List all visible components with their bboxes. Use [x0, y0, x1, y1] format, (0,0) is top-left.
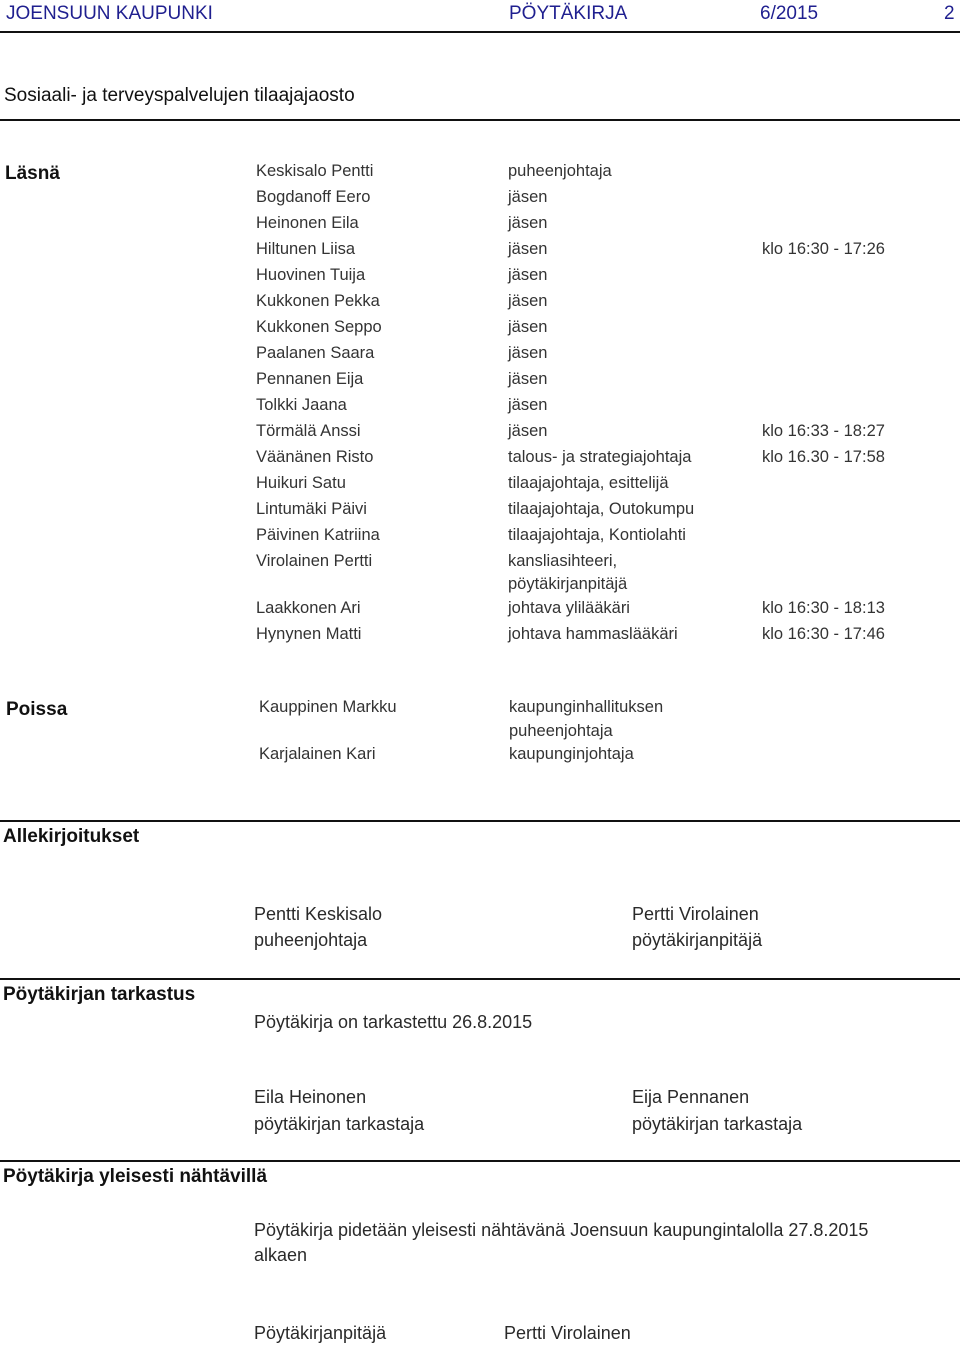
section-rule: [0, 119, 960, 121]
signatures-label: Allekirjoitukset: [3, 826, 140, 847]
attendee-name: Laakkonen Ari: [256, 599, 361, 617]
attendee-name: Päivinen Katriina: [256, 526, 380, 544]
public-text-line1: Pöytäkirja pidetään yleisesti nähtävänä Joensuun kaupungintalolla 27.8.2015: [254, 1220, 869, 1240]
absent-role: puheenjohtaja: [509, 722, 613, 740]
header-number: 6/2015: [760, 3, 819, 24]
absent-name: Kauppinen Markku: [259, 698, 397, 716]
attendee-role: jäsen: [508, 396, 548, 414]
attendee-role: talous- ja strategiajohtaja: [508, 448, 692, 466]
attendee-role: kansliasihteeri,: [508, 552, 618, 570]
absent-name: Karjalainen Kari: [259, 745, 376, 763]
attendee-name: Hynynen Matti: [256, 625, 362, 643]
header-page-number: 2: [944, 3, 955, 24]
attendee-row: [0, 474, 960, 500]
attendee-role: pöytäkirjanpitäjä: [508, 575, 628, 593]
public-rule: [0, 1160, 960, 1162]
attendee-role: johtava ylilääkäri: [508, 599, 630, 617]
attendee-name: Kukkonen Seppo: [256, 318, 382, 336]
attendee-time: klo 16:30 - 18:13: [762, 599, 885, 617]
committee-title: Sosiaali- ja terveyspalvelujen tilaajajaosto: [4, 85, 355, 106]
attendee-name: Bogdanoff Eero: [256, 188, 371, 206]
attendee-name: Väänänen Risto: [256, 448, 374, 466]
review-statement: Pöytäkirja on tarkastettu 26.8.2015: [254, 1012, 533, 1032]
attendee-row: [0, 292, 960, 318]
attendee-name: Pennanen Eija: [256, 370, 364, 388]
attendee-row: [0, 396, 960, 422]
attendee-name: Heinonen Eila: [256, 214, 359, 232]
secretary-name: Pertti Virolainen: [632, 904, 759, 924]
attendee-row: [0, 599, 960, 625]
review-label: Pöytäkirjan tarkastus: [3, 984, 196, 1005]
attendee-row: [0, 625, 960, 651]
public-text-line2: alkaen: [254, 1245, 308, 1265]
attendee-role: jäsen: [508, 266, 548, 284]
absent-row: [0, 745, 960, 771]
attendee-name: Törmälä Anssi: [256, 422, 361, 440]
absent-role: kaupunginjohtaja: [509, 745, 634, 763]
attendee-row: [0, 370, 960, 396]
keeper-label: Pöytäkirjanpitäjä: [254, 1323, 387, 1343]
attendee-row: [0, 500, 960, 526]
absent-label: Poissa: [6, 699, 68, 720]
absent-role: kaupunginhallituksen: [509, 698, 664, 716]
attendee-time: klo 16.30 - 17:58: [762, 448, 885, 466]
header-rule: [0, 31, 960, 33]
attendee-role: jäsen: [508, 188, 548, 206]
reviewer-1-role: pöytäkirjan tarkastaja: [254, 1114, 425, 1134]
attendee-role: jäsen: [508, 292, 548, 310]
chair-name: Pentti Keskisalo: [254, 904, 383, 924]
absent-row: [0, 698, 960, 724]
reviewer-2-role: pöytäkirjan tarkastaja: [632, 1114, 803, 1134]
attendee-row: [0, 422, 960, 448]
attendee-row: [0, 240, 960, 266]
attendee-time: klo 16:33 - 18:27: [762, 422, 885, 440]
attendee-row: [0, 448, 960, 474]
attendee-name: Kukkonen Pekka: [256, 292, 380, 310]
attendee-row: [0, 266, 960, 292]
attendee-role: johtava hammaslääkäri: [508, 625, 678, 643]
header-organization: JOENSUUN KAUPUNKI: [6, 3, 213, 24]
reviewer-1-name: Eila Heinonen: [254, 1087, 367, 1107]
attendee-name: Keskisalo Pentti: [256, 162, 374, 180]
attendee-row: [0, 526, 960, 552]
attendee-name: Hiltunen Liisa: [256, 240, 356, 258]
attendee-row: [0, 188, 960, 214]
keeper-name: Pertti Virolainen: [504, 1323, 631, 1343]
header-doc-type: PÖYTÄKIRJA: [509, 3, 628, 24]
attendee-row: [0, 575, 960, 601]
public-label: Pöytäkirja yleisesti nähtävillä: [3, 1166, 268, 1187]
attendee-name: Virolainen Pertti: [256, 552, 373, 570]
attendee-row: [0, 214, 960, 240]
attendee-role: tilaajajohtaja, Kontiolahti: [508, 526, 686, 544]
attendee-role: jäsen: [508, 344, 548, 362]
attendee-name: Huovinen Tuija: [256, 266, 366, 284]
signatures-rule: [0, 820, 960, 822]
attendee-role: jäsen: [508, 240, 548, 258]
attendee-row: [0, 162, 960, 188]
attendee-row: [0, 344, 960, 370]
attendee-row: [0, 318, 960, 344]
attendee-role: jäsen: [508, 318, 548, 336]
review-rule: [0, 978, 960, 980]
attendee-role: jäsen: [508, 214, 548, 232]
attendee-name: Paalanen Saara: [256, 344, 375, 362]
attendee-name: Tolkki Jaana: [256, 396, 347, 414]
reviewer-2-name: Eija Pennanen: [632, 1087, 750, 1107]
present-label: Läsnä: [5, 163, 60, 184]
chair-role: puheenjohtaja: [254, 930, 368, 950]
attendee-role: tilaajajohtaja, Outokumpu: [508, 500, 695, 518]
attendee-role: jäsen: [508, 422, 548, 440]
attendee-time: klo 16:30 - 17:46: [762, 625, 885, 643]
secretary-role: pöytäkirjanpitäjä: [632, 930, 763, 950]
attendee-role: jäsen: [508, 370, 548, 388]
attendee-time: klo 16:30 - 17:26: [762, 240, 885, 258]
attendee-name: Lintumäki Päivi: [256, 500, 367, 518]
attendee-name: Huikuri Satu: [256, 474, 346, 492]
attendee-role: puheenjohtaja: [508, 162, 612, 180]
attendee-role: tilaajajohtaja, esittelijä: [508, 474, 669, 492]
